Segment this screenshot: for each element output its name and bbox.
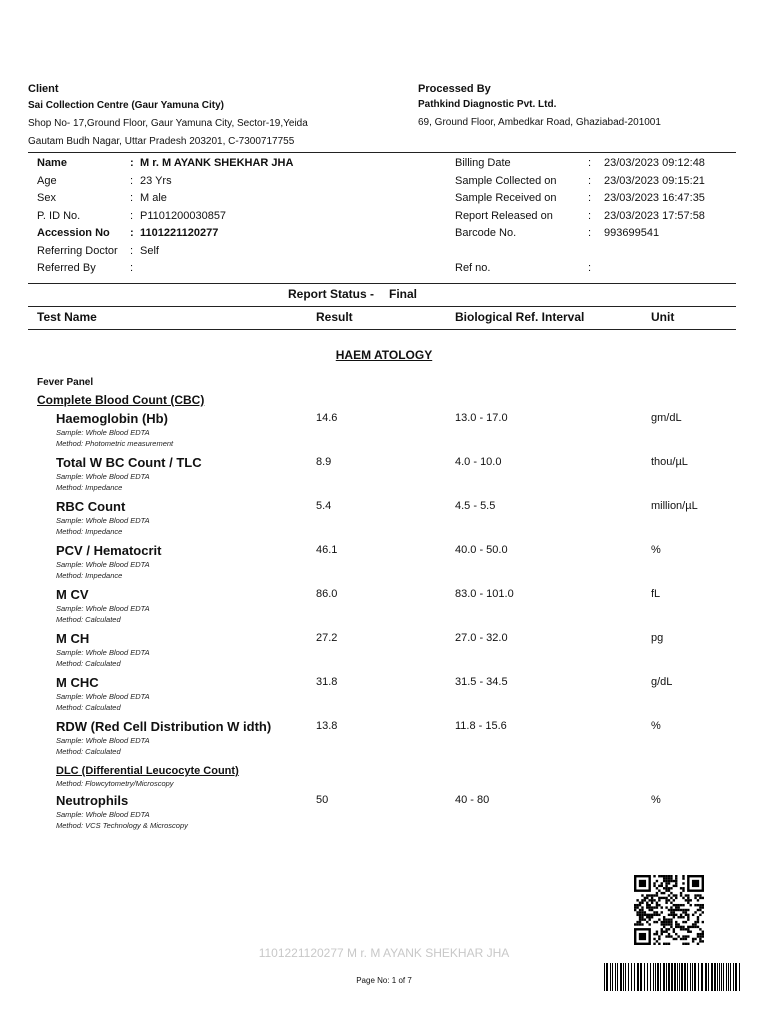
panel-name: Fever Panel bbox=[37, 377, 94, 388]
department-title: HAEM ATOLOGY bbox=[335, 348, 433, 362]
test-ref-interval: 83.0 - 101.0 bbox=[455, 588, 514, 600]
section-title: Complete Blood Count (CBC) bbox=[37, 393, 205, 407]
client-address-line1: Shop No- 17,Ground Floor, Gaur Yamuna City, Sector-19,Yeida bbox=[28, 118, 308, 129]
test-ref-interval: 40 - 80 bbox=[455, 794, 490, 806]
test-unit: gm/dL bbox=[651, 412, 682, 424]
columns-divider bbox=[28, 329, 736, 330]
col-unit: Unit bbox=[651, 310, 675, 324]
report-field-label: Sample Received on bbox=[455, 192, 557, 204]
test-ref-interval: 4.5 - 5.5 bbox=[455, 500, 496, 512]
client-heading: Client bbox=[28, 83, 59, 95]
report-field-label: Sample Collected on bbox=[455, 174, 557, 187]
status-divider bbox=[28, 306, 736, 307]
test-ref-interval: 27.0 - 32.0 bbox=[455, 632, 508, 644]
processed-by-heading: Processed By bbox=[418, 83, 491, 95]
report-status-label: Report Status - bbox=[288, 287, 375, 301]
patient-field-separator: : bbox=[130, 209, 134, 222]
test-sample: Sample: Whole Blood EDTA bbox=[56, 472, 150, 481]
test-name: RBC Count bbox=[56, 499, 126, 514]
patient-field-value: P1101200030857 bbox=[140, 209, 227, 222]
test-unit: thou/µL bbox=[651, 456, 688, 468]
test-method: Method: VCS Technology & Microscopy bbox=[56, 821, 188, 830]
report-field-separator: : bbox=[588, 192, 592, 204]
test-sample: Sample: Whole Blood EDTA bbox=[56, 516, 150, 525]
info-divider bbox=[28, 283, 736, 284]
test-method: Method: Photometric measurement bbox=[56, 439, 174, 448]
test-sample: Sample: Whole Blood EDTA bbox=[56, 736, 150, 745]
page-number: Page No: 1 of 7 bbox=[356, 976, 412, 985]
report-field-value: 993699541 bbox=[604, 227, 660, 239]
report-field-label: Billing Date bbox=[455, 157, 511, 169]
barcode bbox=[604, 963, 740, 991]
report-field-value: 23/03/2023 09:15:21 bbox=[604, 174, 705, 187]
patient-field-label: Referred By bbox=[37, 262, 96, 274]
report-field-separator: : bbox=[588, 227, 592, 239]
patient-field-separator: : bbox=[130, 227, 134, 239]
test-method: Method: Impedance bbox=[56, 483, 123, 492]
test-sample: Sample: Whole Blood EDTA bbox=[56, 648, 150, 657]
test-unit: g/dL bbox=[651, 676, 673, 688]
lab-address: 69, Ground Floor, Ambedkar Road, Ghaziabad-201001 bbox=[418, 117, 661, 128]
lab-name: Pathkind Diagnostic Pvt. Ltd. bbox=[418, 99, 557, 110]
test-ref-interval: 13.0 - 17.0 bbox=[455, 412, 508, 424]
report-field-value: 23/03/2023 16:47:35 bbox=[604, 192, 705, 204]
client-address-line2: Gautam Budh Nagar, Uttar Pradesh 203201, C-7300717755 bbox=[28, 136, 295, 147]
patient-field-separator: : bbox=[130, 174, 134, 187]
dlc-heading: DLC (Differential Leucocyte Count) bbox=[56, 765, 239, 777]
qr-code bbox=[632, 875, 706, 945]
report-field-separator: : bbox=[588, 262, 592, 274]
patient-field-label: Age bbox=[37, 174, 57, 187]
patient-field-value: Self bbox=[140, 244, 159, 257]
test-name: PCV / Hematocrit bbox=[56, 543, 162, 558]
test-result: 50 bbox=[316, 794, 329, 806]
patient-field-label: Sex bbox=[37, 192, 56, 204]
test-name: Total W BC Count / TLC bbox=[56, 455, 202, 470]
header-divider bbox=[28, 152, 736, 153]
test-result: 8.9 bbox=[316, 456, 332, 468]
test-sample: Sample: Whole Blood EDTA bbox=[56, 428, 150, 437]
test-ref-interval: 11.8 - 15.6 bbox=[455, 720, 507, 732]
test-result: 86.0 bbox=[316, 588, 338, 600]
client-name: Sai Collection Centre (Gaur Yamuna City) bbox=[28, 100, 224, 111]
col-test-name: Test Name bbox=[37, 310, 97, 324]
report-field-separator: : bbox=[588, 209, 592, 222]
test-unit: % bbox=[651, 544, 661, 556]
patient-field-value: 23 Yrs bbox=[140, 174, 172, 187]
report-field-separator: : bbox=[588, 157, 592, 169]
test-method: Method: Impedance bbox=[56, 571, 123, 580]
footer-watermark: 1101221120277 M r. M AYANK SHEKHAR JHA bbox=[258, 946, 510, 960]
test-result: 27.2 bbox=[316, 632, 338, 644]
patient-field-separator: : bbox=[130, 262, 134, 274]
test-ref-interval: 31.5 - 34.5 bbox=[455, 676, 508, 688]
test-sample: Sample: Whole Blood EDTA bbox=[56, 810, 150, 819]
patient-field-label: Name bbox=[37, 157, 67, 169]
test-name: M CH bbox=[56, 631, 90, 646]
test-unit: fL bbox=[651, 588, 661, 600]
test-unit: % bbox=[651, 720, 661, 732]
patient-field-separator: : bbox=[130, 244, 134, 257]
test-result: 46.1 bbox=[316, 544, 338, 556]
test-name: Haemoglobin (Hb) bbox=[56, 411, 168, 426]
report-field-label: Report Released on bbox=[455, 209, 553, 222]
test-name: M CV bbox=[56, 587, 89, 602]
test-name: Neutrophils bbox=[56, 793, 129, 808]
test-sample: Sample: Whole Blood EDTA bbox=[56, 692, 150, 701]
patient-field-label: Referring Doctor bbox=[37, 244, 118, 257]
test-ref-interval: 40.0 - 50.0 bbox=[455, 544, 508, 556]
test-sample: Sample: Whole Blood EDTA bbox=[56, 604, 150, 613]
report-field-separator: : bbox=[588, 174, 592, 187]
report-field-value: 23/03/2023 09:12:48 bbox=[604, 157, 705, 169]
col-result: Result bbox=[316, 310, 353, 324]
test-method: Method: Calculated bbox=[56, 659, 121, 668]
test-method: Method: Calculated bbox=[56, 747, 121, 756]
test-method: Method: Calculated bbox=[56, 615, 121, 624]
test-result: 14.6 bbox=[316, 412, 338, 424]
dlc-method: Method: Flowcytometry/Microscopy bbox=[56, 779, 174, 788]
patient-field-separator: : bbox=[130, 157, 134, 169]
patient-field-value: 1101221120277 bbox=[140, 227, 219, 239]
test-ref-interval: 4.0 - 10.0 bbox=[455, 456, 502, 468]
test-result: 31.8 bbox=[316, 676, 338, 688]
test-unit: % bbox=[651, 794, 661, 806]
report-field-label: Ref no. bbox=[455, 262, 491, 274]
test-name: M CHC bbox=[56, 675, 99, 690]
test-result: 5.4 bbox=[316, 500, 332, 512]
patient-field-value: M r. M AYANK SHEKHAR JHA bbox=[140, 157, 294, 169]
test-method: Method: Impedance bbox=[56, 527, 123, 536]
test-unit: pg bbox=[651, 632, 664, 644]
test-result: 13.8 bbox=[316, 720, 338, 732]
patient-field-label: Accession No bbox=[37, 227, 110, 239]
patient-field-value: M ale bbox=[140, 192, 167, 204]
test-name: RDW (Red Cell Distribution W idth) bbox=[56, 719, 272, 734]
col-ref-interval: Biological Ref. Interval bbox=[455, 310, 585, 324]
report-status-value: Final bbox=[389, 287, 418, 301]
patient-field-label: P. ID No. bbox=[37, 209, 81, 222]
report-field-label: Barcode No. bbox=[455, 227, 517, 239]
test-method: Method: Calculated bbox=[56, 703, 121, 712]
test-unit: million/µL bbox=[651, 500, 698, 512]
patient-field-separator: : bbox=[130, 192, 134, 204]
test-sample: Sample: Whole Blood EDTA bbox=[56, 560, 150, 569]
report-field-value: 23/03/2023 17:57:58 bbox=[604, 209, 705, 222]
